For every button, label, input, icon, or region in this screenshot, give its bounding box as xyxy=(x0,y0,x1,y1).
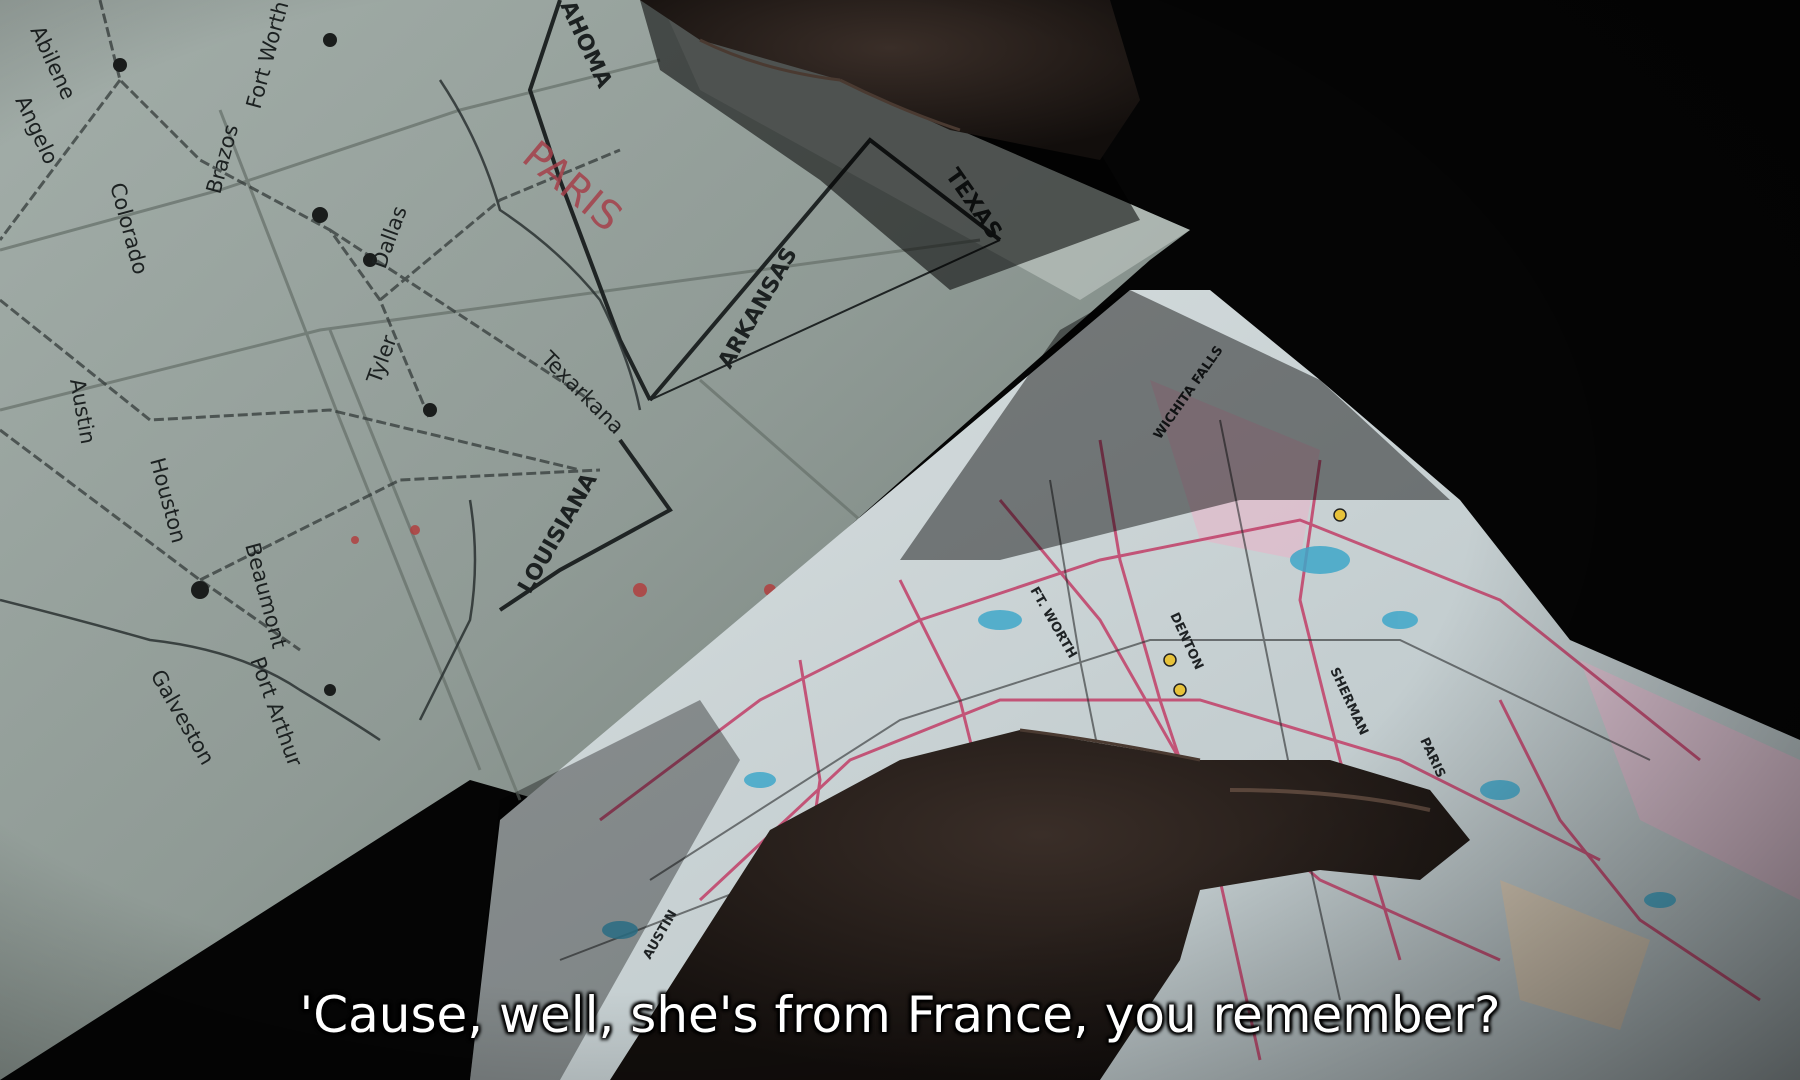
subtitle: 'Cause, well, she's from France, you remember? xyxy=(299,986,1501,1044)
